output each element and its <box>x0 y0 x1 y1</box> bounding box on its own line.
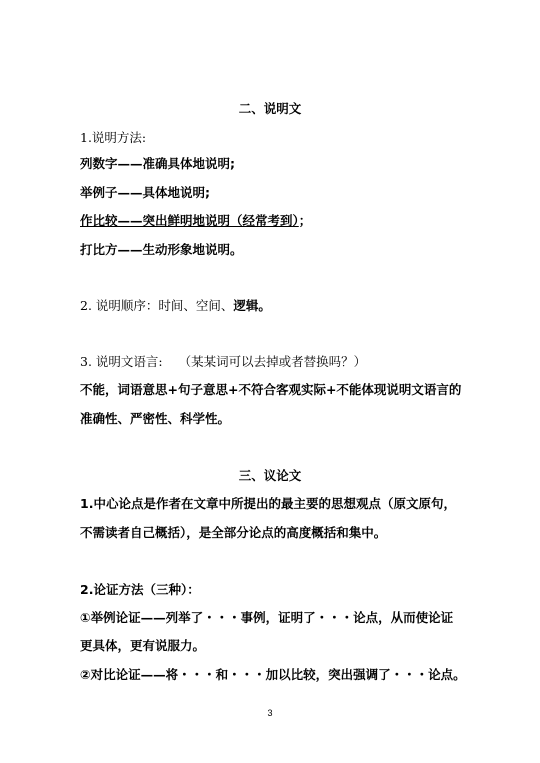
order-prefix: 2. 说明顺序：时间、空间、 <box>80 298 234 313</box>
method-item-comparison-text: 作比较——突出鲜明地说明（经常考到） <box>80 213 299 228</box>
point1-line2: 不需读者自己概括），是全部分论点的高度概括和集中。 <box>80 525 387 540</box>
page-number: 3 <box>267 708 273 718</box>
method-item-comparison-suffix: ； <box>298 213 312 228</box>
method-item-numbers: 列数字——准确具体地说明; <box>80 156 235 171</box>
language-line <box>80 354 366 370</box>
order-line <box>80 298 271 314</box>
item1-line2: 更具体，更有说服力。 <box>80 638 206 653</box>
section-heading-explanatory: 二、说明文 <box>238 101 302 116</box>
argument-methods-label: 2.论证方法（三种）： <box>80 582 200 597</box>
method-item-examples: 举例子——具体地说明; <box>80 185 210 200</box>
language-answer-line2: 准确性、严密性、科学性。 <box>80 411 231 426</box>
section-heading-argumentative: 三、议论文 <box>238 468 302 483</box>
point1-line1: 1.中心论点是作者在文章中所提出的最主要的思想观点（原文原句， <box>80 496 456 511</box>
order-bold: 逻辑。 <box>233 298 271 313</box>
language-question: （某某词可以去掉或者替换吗？） <box>178 354 367 369</box>
method-item-comparison <box>80 213 311 229</box>
item2-line1: ②对比论证——将・・・和・・・加以比较，突出强调了・・・论点。 <box>80 667 466 682</box>
language-answer-line1: 不能，词语意思+句子意思+不符合客观实际+不能体现说明文语言的 <box>80 382 462 397</box>
method-item-metaphor: 打比方——生动形象地说明。 <box>80 242 243 257</box>
methods-label: 1.说明方法: <box>80 130 147 145</box>
language-label: 3. 说明文语言: <box>80 354 163 369</box>
item1-line1: ①举例论证——列举了・・・事例，证明了・・・论点，从而使论证 <box>80 610 454 625</box>
